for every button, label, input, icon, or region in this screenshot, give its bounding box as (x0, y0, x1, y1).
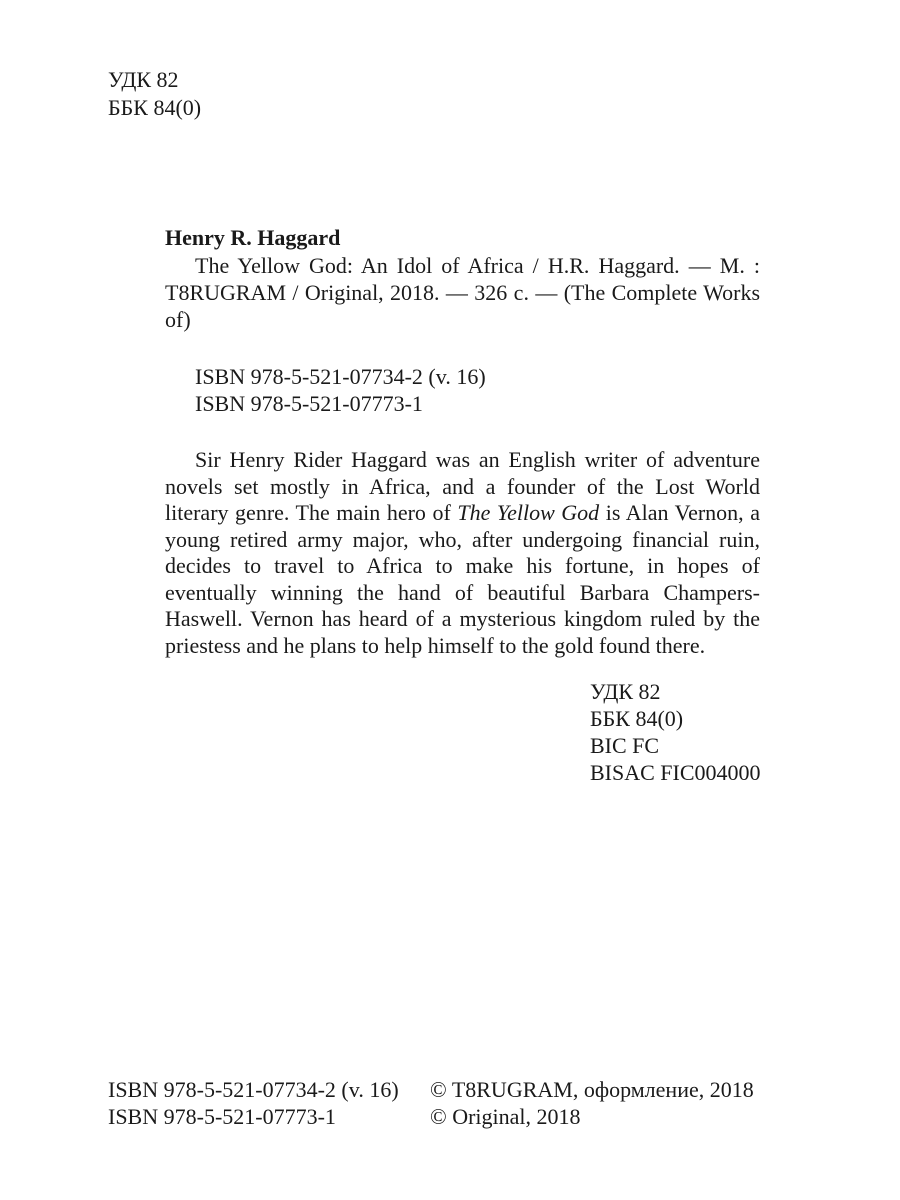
annotation-part-2: is Alan Vernon, a young retired army major, who, after undergoing financial ruin, decides to travel to Africa to make his fortune, in hopes of eventually winning the hand of beautiful Barbara Champers-Haswell. Vernon has heard of a mysterious kingdom ruled by the priestess and he plans to help himself to the gold found there. (165, 500, 760, 658)
isbn-list (165, 363, 760, 417)
annotation-part-1: Sir Henry Rider Haggard was an English writer of adventure novels set mostly in Africa, and a founder of the Lost World literary genre. The main hero of (165, 447, 760, 525)
bibliographic-record (165, 224, 760, 659)
bic-code: BIC FC (590, 733, 660, 758)
bbk-code-secondary: ББК 84(0) (590, 706, 684, 731)
bisac-code: BISAC FIC004000 (590, 760, 761, 785)
annotation-book-title: The Yellow God (457, 500, 600, 525)
author-name: Henry R. Haggard (165, 225, 341, 250)
udk-code-secondary: УДК 82 (590, 679, 661, 704)
isbn-volume: ISBN 978-5-521-07734-2 (v. 16) (195, 364, 486, 389)
udk-code: УДК 82 (108, 67, 179, 92)
footer-copyright-block (430, 1076, 754, 1130)
footer-isbn-volume: ISBN 978-5-521-07734-2 (v. 16) (108, 1077, 399, 1102)
annotation-paragraph (165, 447, 760, 659)
citation-text: The Yellow God: An Idol of Africa / H.R. Haggard. — M. : T8RUGRAM / Original, 2018. — 326 c. — (The Complete Works of) (165, 253, 760, 332)
top-classification-codes (108, 66, 201, 122)
bbk-code: ББК 84(0) (108, 95, 202, 120)
copyright-design: © T8RUGRAM, оформление, 2018 (430, 1077, 754, 1102)
isbn-series: ISBN 978-5-521-07773-1 (195, 391, 423, 416)
copyright-original: © Original, 2018 (430, 1104, 581, 1129)
subject-classification-codes (590, 678, 761, 786)
footer-isbn-series: ISBN 978-5-521-07773-1 (108, 1104, 336, 1129)
footer-isbn-block (108, 1076, 399, 1130)
